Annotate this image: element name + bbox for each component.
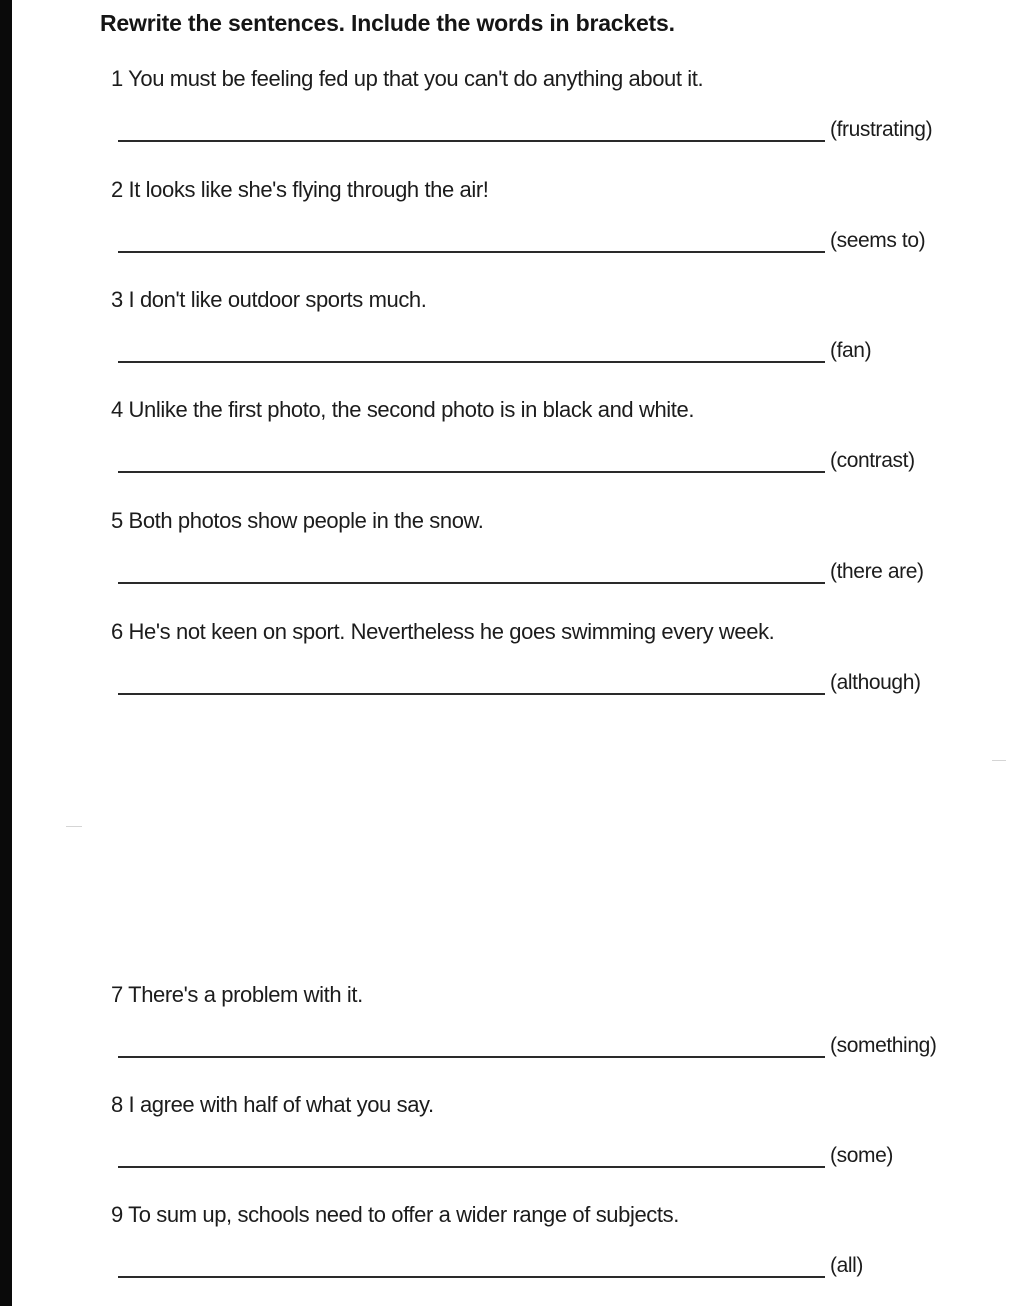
sentence-text: 7 There's a problem with it. <box>111 982 363 1007</box>
sentence-text: 3 I don't like outdoor sports much. <box>111 287 427 312</box>
bracket-keyword: (some) <box>830 1144 893 1167</box>
bracket-keyword: (frustrating) <box>830 118 933 141</box>
sentence-text: 1 You must be feeling fed up that you can't do anything about it. <box>111 66 704 91</box>
sentence-text: 4 Unlike the first photo, the second photo is in black and white. <box>111 397 695 422</box>
sentence-text: 6 He's not keen on sport. Nevertheless he goes swimming every week. <box>111 619 775 644</box>
bracket-keyword: (all) <box>830 1254 863 1277</box>
scan-artifact <box>66 826 82 827</box>
answer-line[interactable] <box>118 361 825 363</box>
answer-line[interactable] <box>118 1166 825 1168</box>
answer-line[interactable] <box>118 693 825 695</box>
instruction-heading: Rewrite the sentences. Include the words in brackets. <box>100 10 675 36</box>
sentence-text: 5 Both photos show people in the snow. <box>111 508 484 533</box>
sentence-text: 2 It looks like she's flying through the air! <box>111 177 489 202</box>
bracket-keyword: (something) <box>830 1034 937 1057</box>
answer-line[interactable] <box>118 1056 825 1058</box>
answer-line[interactable] <box>118 251 825 253</box>
scan-artifact <box>992 760 1006 761</box>
sentence-text: 9 To sum up, schools need to offer a wider range of subjects. <box>111 1202 679 1227</box>
bracket-keyword: (fan) <box>830 339 872 362</box>
bracket-keyword: (seems to) <box>830 229 926 252</box>
scan-left-edge <box>0 0 12 1306</box>
sentence-text: 8 I agree with half of what you say. <box>111 1092 434 1117</box>
answer-line[interactable] <box>118 1276 825 1278</box>
answer-line[interactable] <box>118 471 825 473</box>
answer-line[interactable] <box>118 582 825 584</box>
bracket-keyword: (although) <box>830 671 921 694</box>
bracket-keyword: (there are) <box>830 560 924 583</box>
bracket-keyword: (contrast) <box>830 449 915 472</box>
answer-line[interactable] <box>118 140 825 142</box>
